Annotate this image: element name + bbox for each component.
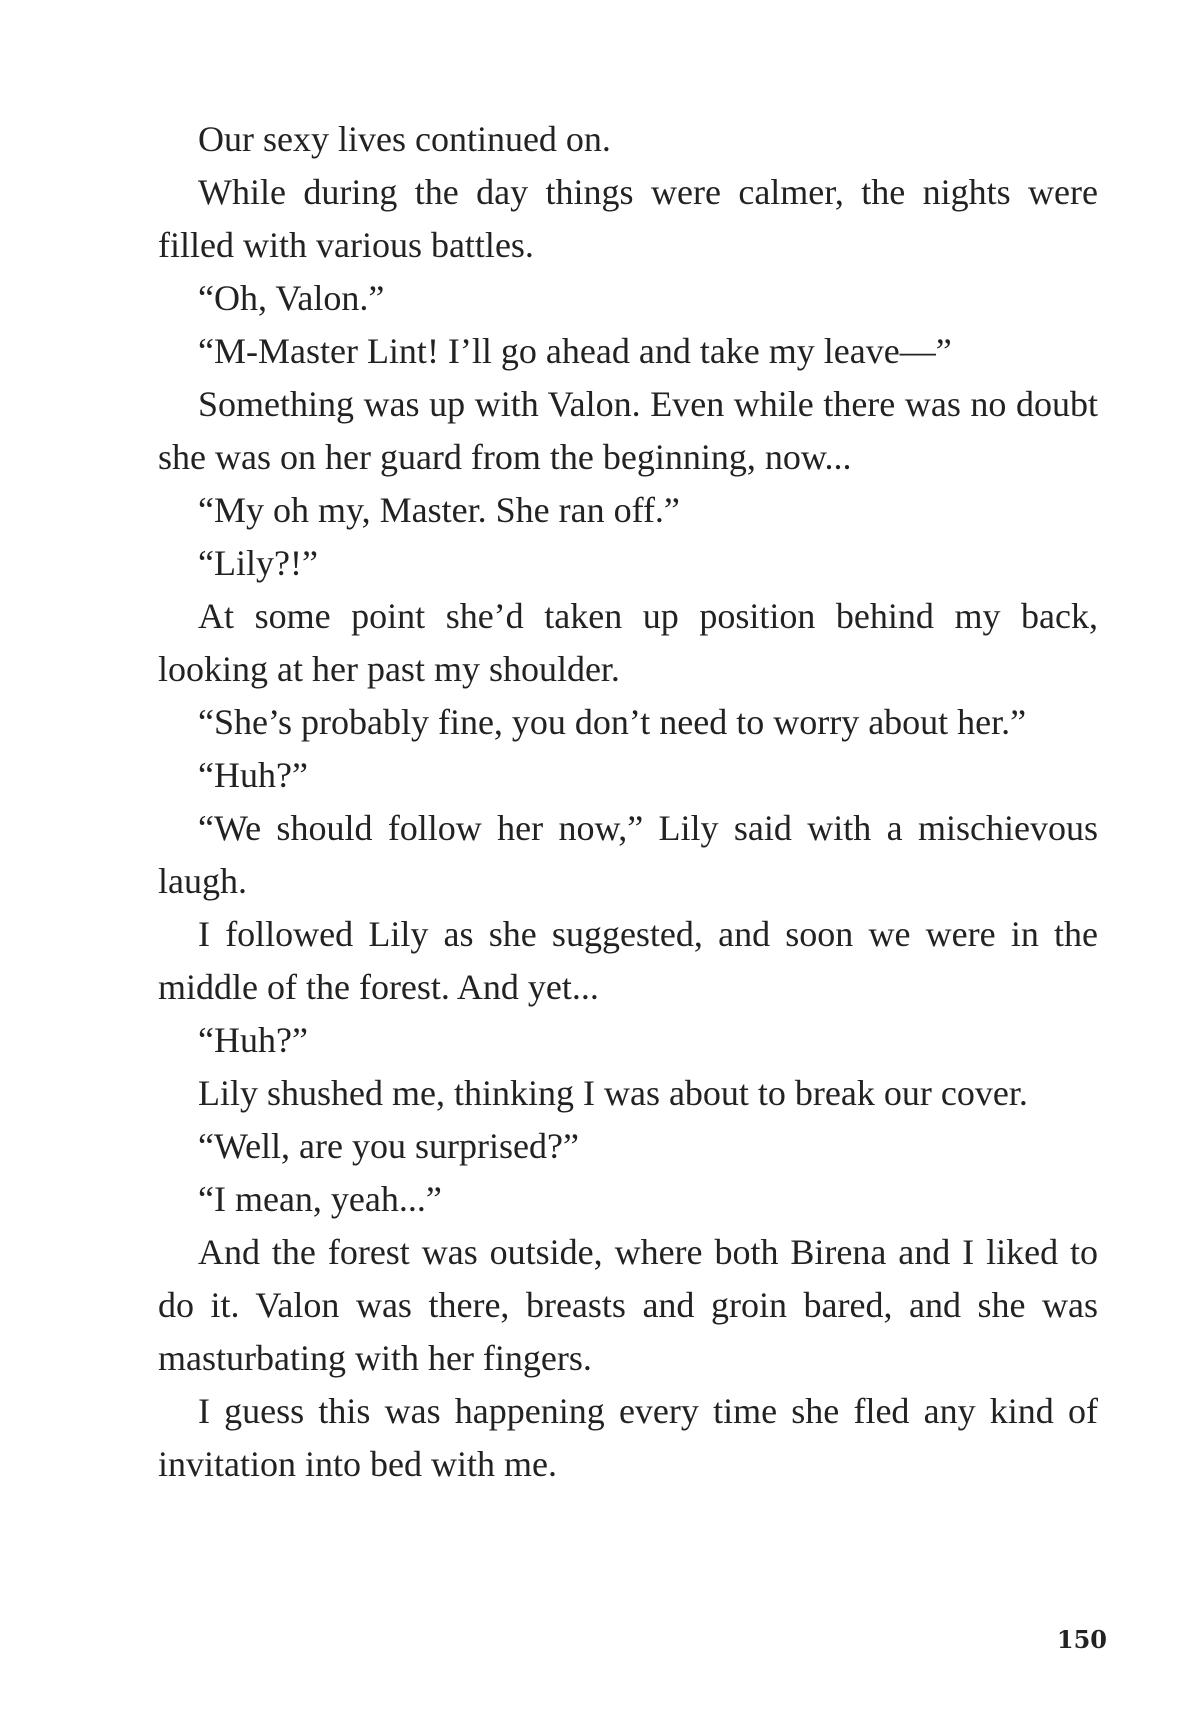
paragraph: “Oh, Valon.” — [198, 278, 385, 318]
paragraph: “Well, are you surprised?” — [198, 1126, 579, 1166]
page-body — [158, 113, 1098, 1491]
paragraph: While during the day things were calmer, the nights were filled with various battles. — [158, 172, 1098, 265]
paragraph: “My oh my, Master. She ran off.” — [198, 490, 680, 530]
paragraph: Lily shushed me, thinking I was about to break our cover. — [198, 1073, 1028, 1113]
paragraph: “I mean, yeah...” — [198, 1179, 442, 1219]
paragraph: “Huh?” — [198, 1020, 308, 1060]
paragraph: I guess this was happening every time she fled any kind of invitation into bed with me. — [158, 1391, 1098, 1484]
page-number: 150 — [1056, 1625, 1107, 1654]
paragraph: “M-Master Lint! I’ll go ahead and take my leave—” — [198, 331, 952, 371]
paragraph: At some point she’d taken up position behind my back, looking at her past my shoulder. — [158, 596, 1098, 689]
paragraph: Our sexy lives continued on. — [198, 119, 611, 159]
paragraph: Something was up with Valon. Even while there was no doubt she was on her guard from the beginning, now... — [158, 384, 1098, 477]
paragraph: “We should follow her now,” Lily said with a mischievous laugh. — [158, 808, 1098, 901]
paragraph: I followed Lily as she suggested, and soon we were in the middle of the forest. And yet... — [158, 914, 1098, 1007]
paragraph: “She’s probably fine, you don’t need to worry about her.” — [198, 702, 1027, 742]
paragraph: And the forest was outside, where both Birena and I liked to do it. Valon was there, breasts and groin bared, and she was masturbating with her fingers. — [158, 1232, 1098, 1378]
paragraph: “Lily?!” — [198, 543, 318, 583]
paragraph: “Huh?” — [198, 755, 308, 795]
